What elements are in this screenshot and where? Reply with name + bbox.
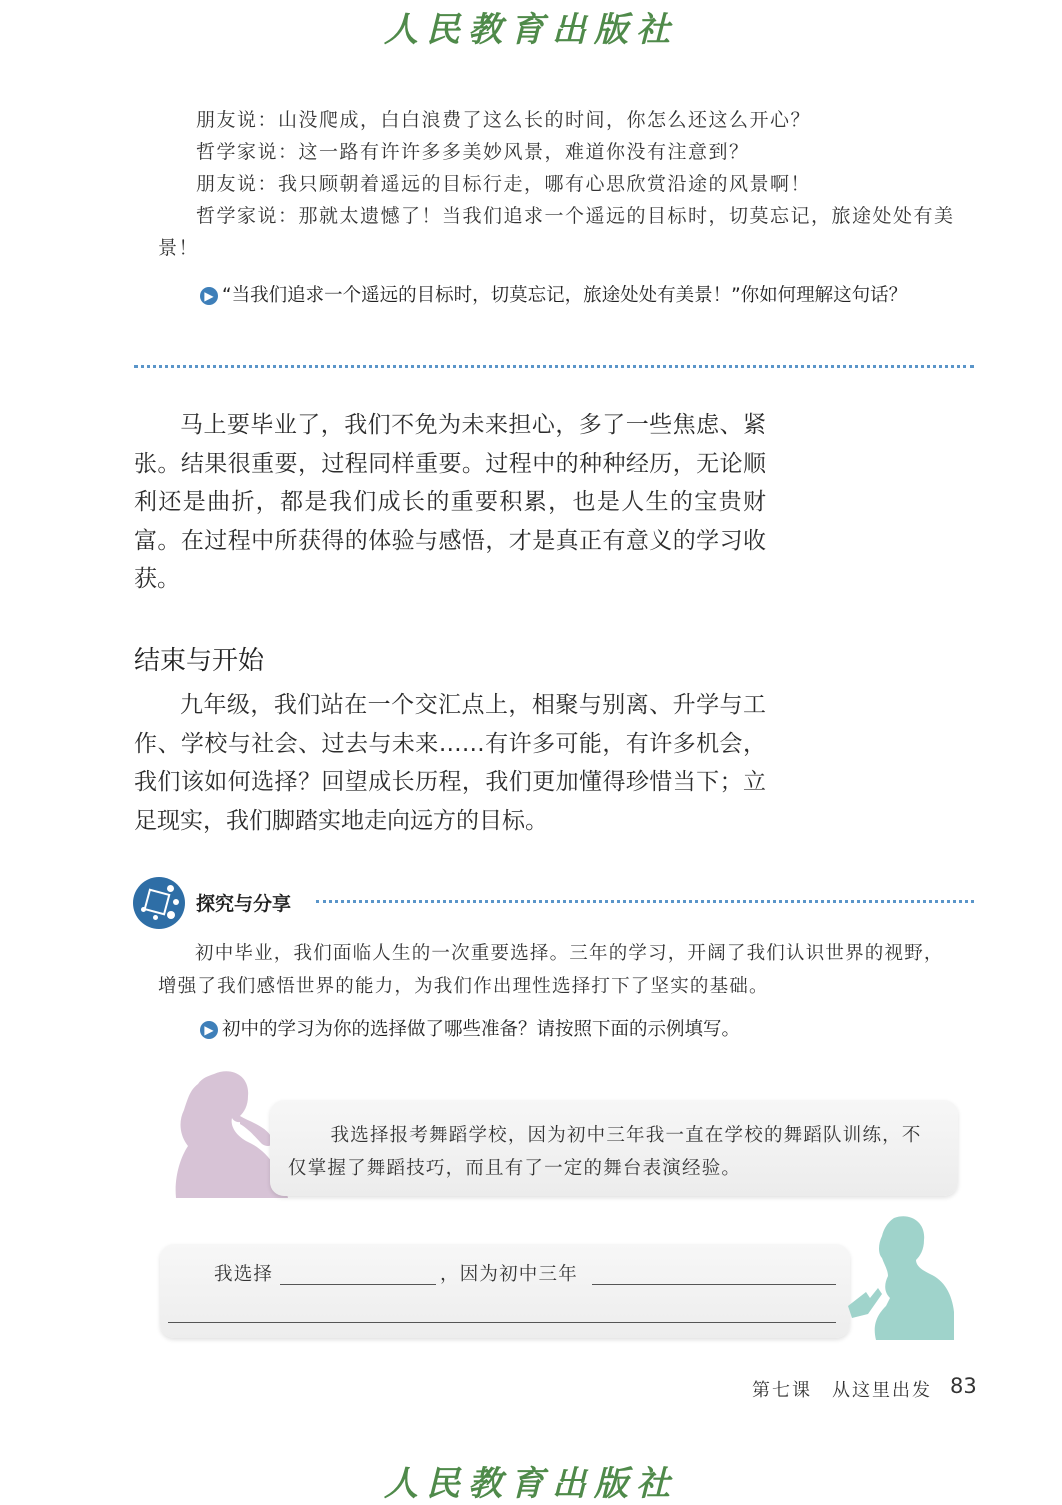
fill-in-card — [160, 1244, 850, 1338]
publisher-watermark-top: 人民教育出版社 — [384, 10, 678, 50]
fill-label-choice: 我选择 — [214, 1264, 274, 1285]
boy-silhouette — [848, 1214, 954, 1340]
section-divider — [134, 365, 974, 368]
body-paragraph — [134, 406, 766, 599]
arrow-right-circle-icon: ▶ — [200, 1021, 218, 1039]
dialog-line: 哲学家说：这一路有许许多多美妙风景，难道你没有注意到？ — [196, 141, 750, 163]
body-paragraph — [134, 686, 766, 840]
explore-question — [200, 1014, 980, 1046]
explore-intro-text: 初中毕业，我们面临人生的一次重要选择。三年的学习，开阔了我们认识世界的视野，增强了我们感悟世界的能力，为我们作出理性选择打下了坚实的基础。 — [158, 943, 944, 997]
choice-blank-field[interactable] — [280, 1284, 436, 1285]
section-heading: 结束与开始 — [134, 646, 265, 676]
explore-intro — [158, 937, 958, 1003]
example-text: 我选择报考舞蹈学校，因为初中三年我一直在学校的舞蹈队训练，不仅掌握了舞蹈技巧，而且有了一定的舞台表演经验。 — [288, 1125, 922, 1179]
discussion-question — [158, 280, 958, 312]
dialog-block — [158, 104, 958, 264]
paragraph-text: 九年级，我们站在一个交汇点上，相聚与别离、升学与工作、学校与社会、过去与未来……有许多可能，有许多机会，我们该如何选择？回望成长历程，我们更加懂得珍惜当下；立足现实，我们脚踏实地走向远方的目标。 — [134, 692, 766, 834]
example-text-block — [288, 1119, 938, 1185]
page-number: 83 — [950, 1374, 977, 1398]
lesson-footer: 第七课 从这里出发 — [752, 1380, 932, 1401]
fill-label-reason: ，因为初中三年 — [440, 1264, 578, 1285]
dialog-line: 朋友说：我只顾朝着遥远的目标行走，哪有心思欣赏沿途的风景啊！ — [196, 173, 812, 195]
question-text: 初中的学习为你的选择做了哪些准备？请按照下面的示例填写。 — [222, 1019, 741, 1040]
reason-continuation-blank-field[interactable] — [168, 1322, 836, 1323]
dialog-line: 哲学家说：那就太遗憾了！当我们追求一个遥远的目标时，切莫忘记，旅途处处有美景！ — [158, 205, 955, 259]
molecule-cube-icon — [133, 877, 185, 929]
explore-section-title: 探究与分享 — [196, 893, 292, 915]
dialog-line: 朋友说：山没爬成，白白浪费了这么长的时间，你怎么还这么开心？ — [196, 109, 812, 131]
paragraph-text: 马上要毕业了，我们不免为未来担心，多了一些焦虑、紧张。结果很重要，过程同样重要。过程中的种种经历，无论顺利还是曲折，都是我们成长的重要积累，也是人生的宝贵财富。在过程中所获得的体验与感悟，才是真正有意义的学习收获。 — [134, 412, 766, 592]
question-text: “当我们追求一个遥远的目标时，切莫忘记，旅途处处有美景！”你如何理解这句话？ — [222, 285, 908, 306]
reason-blank-field[interactable] — [592, 1284, 836, 1285]
arrow-right-circle-icon: ▶ — [200, 287, 218, 305]
explore-divider — [316, 900, 974, 903]
publisher-watermark-bottom: 人民教育出版社 — [384, 1464, 678, 1504]
